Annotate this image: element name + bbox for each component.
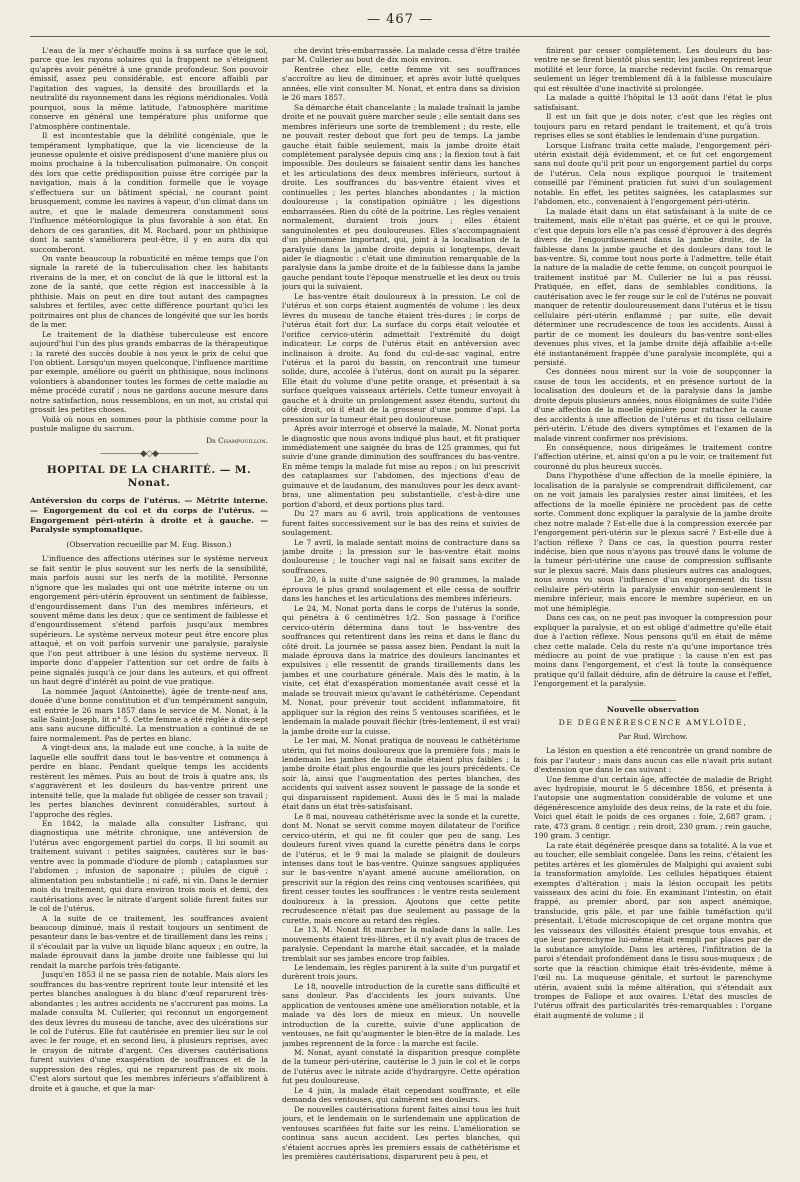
paragraph: L'eau de la mer s'échauffe moins à sa surface que le sol, parce que les rayons solaires qui la frappent ne s'éteignent qu'après avoir pénétré à une grande profondeur. Son pouvoir émissif, assez peu considérable, est encore affaibli par l'agitation des vagues, la densité des brouillards et la neutralité du rayonnement dans les régions méridionales. Voilà pourquoi, sous la même latitude, l'atmosphère maritime conserve en général une température plus uniforme que l'atmosphère continentale. [30,46,268,131]
paragraph: La nommée Jaquot (Antoinette), âgée de trente-neuf ans, douée d'une bonne constitution et d'un tempérament sanguin, est entrée le 26 mars 1857 dans le service de M. Nonat, à la salle Saint-Joseph, lit n° 5. Cette femme a été réglée à dix-sept ans sans aucune difficulté. La menstruation a continué de se faire normalement. Pas de pertes en blanc. [30,686,268,743]
paragraph: Le 24, M. Nonat porta dans le corps de l'utérus la sonde, qui pénétra à 6 centimètres 1/2. Son passage à l'orifice cervico-utérin détermina dans tout le bas-ventre des souffrances qui retentirent dans les reins et dans le flanc du côté droit. La journée se passa assez bien. Pendant la nuit la malade éprouva dans la matrice des douleurs lancinantes et expulsives ; elle ressentit de grands tiraillements dans les jambes et une courbature générale. Mais dès le matin, à la visite, cet état d'exaspération momentanée avait cessé et la malade se trouvait mieux qu'avant le cathétérisme. Cependant M. Nonat, pour prévenir tout accident inflammatoire, fit appliquer sur la région des reins 5 ventouses scarifiées, et le lendemain la malade pouvait fléchir (très-lentement, il est vrai) la jambe droite sur la cuisse. [282,603,520,736]
paragraph: finirent par cesser complètement. Les douleurs du bas-ventre ne se firent bientôt plus sentir, les jambes reprirent leur motilité et leur force, la marche redevint facile. On remarque seulement un léger tremblement dû à la faiblesse musculaire qui est résultée d'une inactivité si prolongée. [534,46,772,93]
paragraph: Sa démarche était chancelante ; la malade traînait la jambe droite et ne pouvait guère marcher seule ; elle sentait dans ses membres inférieurs une sorte de tremblement ; du reste, elle ne pouvait rester debout que fort peu de temps. La jambe gauche était faible seulement, mais la jambe droite était complètement paralysée depuis cinq ans ; la flexion tout à fait impossible. Des douleurs se faisaient sentir dans les hanches et les articulations des deux membres inférieurs, surtout à droite. Les souffrances du bas-ventre étaient vives et continuelles ; les pertes blanches abondantes ; la miction douloureuse ; la constipation opiniâtre ; les digestions embarrassées. Rien du côté de la poitrine. Les règles venaient normalement, duraient trois jours ; elles étaient sanguinolentes et peu douloureuses. Elles s'accompagnaient d'un phénomène important, qui, joint à la localisation de la paralysie dans la jambe droite depuis si longtemps, devait aider le diagnostic : c'était une diminution remarquable de la paralysie dans la jambe droite et de la faiblesse dans la jambe gauche pendant toute l'époque menstruelle et les deux ou trois jours qui la suivaient. [282,102,520,292]
paragraph: Dans ces cas, on ne peut pas invoquer la compression pour expliquer la paralysie, et on est obligé d'admettre qu'elle était due à l'action réflexe. Nous pensons qu'il en était de même chez cette malade. Cela du reste n'a qu'une importance très médiocre au point de vue pratique : la cause n'en est pas moins dans l'engorgement, et c'est là toute la conséquence pratique qu'il fallait déduire, afin de détruire la cause et l'effet, l'engorgement et la paralysie. [534,613,772,689]
paragraph: Le traitement de la diathèse tuberculeuse est encore aujourd'hui l'un des plus grands embarras de la thérapeutique : la rareté des succès double à nos yeux le prix de celui que l'on obtient. Lorsqu'un moyen quelconque, l'influence maritime par exemple, améliore ou guérit un phthisique, nous inclinons volontiers à abandonner toutes les formes de cette maladie au même procédé curatif ; nous ne gardons aucune mesure dans notre satisfaction, nous ressemblons, en un mot, au cristal qui grossit les petites choses. [30,329,268,415]
column-1 [30,46,268,1176]
paragraph: On vante beaucoup la robusticité en même temps que l'on signale la rareté de la tuberculisation chez les habitants riverains de la mer, et on conclut de là que le littoral est la zone de la santé, que cette région est inaccessible à la phthisie. Mais on peut en dire tout autant des campagnes salubres et fertiles, avec cette différence pourtant qu'ici les poitrinaires ont plus de chances de longévité que sur les bords de la mer. [30,253,268,330]
paragraph: Le 20, à la suite d'une saignée de 90 grammes, la malade éprouva le plus grand soulagement et elle cessa de souffrir dans les hanches et les articulations des membres inférieurs. [282,575,520,604]
paragraph: Le 1er mai, M. Nonat pratiqua de nouveau le cathétérisme utérin, qui fut moins douloureux que la première fois ; mais le lendemain les jambes de la malade étaient plus faibles ; la jambe droite était plus engourdie que les jours précédents. Ce soir là, ainsi que l'augmentation des pertes blanches, des accidents qui suivent assez souvent le passage de la sonde et qui disparaissent rapidement. Aussi dès le 5 mai la malade était dans un état très-satisfaisant. [282,736,520,812]
paragraph: Lorsque Lisfranc traita cette malade, l'engorgement péri-utérin existait déjà évidemment, et ce fut cet engorgement sans nul doute qu'il prit pour un engorgement partiel du corps de l'utérus. Cela nous explique pourquoi le traitement conseillé par l'éminent praticien fut suivi d'un soulagement notable. En effet, les petites saignées, les cataplasmes sur l'abdomen, etc., convenaient à l'engorgement péri-utérin. [534,140,772,207]
author-signature: Dr Champouillon. [206,435,268,445]
paragraph: Rentrée chez elle, cette femme vit ses souffrances s'accroître au lieu de diminuer, et après avoir lutté quelques années, elle vint consulter M. Nonat, et entra dans sa division le 26 mars 1857. [282,64,520,103]
paragraph: Le 8 mai, nouveau cathétérisme avec la sonde et la curette, dont M. Nonat se servit comme moyen dilatateur de l'orifice cervico-utérin, et qui ne fit couler que peu de sang. Les douleurs furent vives quand la curette pénétra dans le corps de l'utérus, et le 9 mai la malade se plaignit de douleurs intenses dans tout le bas-ventre. Quinze sangsues appliquées sur le bas-ventre n'ayant amené aucune amélioration, on prescrivit sur la région des reins cinq ventouses scarifiées, qui firent cesser toutes les souffrances : le ventre resta seulement douloureux à la pression. Ajoutons que cette petite recrudescence n'était pas due seulement au passage de la curette, mais encore au retard des règles. [282,811,520,925]
section-subtitle: DE DÉGÉNÉRESCENCE AMYLOÏDE, [558,718,748,728]
paragraph: En conséquence, nous dirigeâmes le traitement contre l'affection utérine, et, ainsi qu'on a pu le voir, ce traitement fut couronné du plus heureux succès. [534,443,772,471]
paragraph: Après avoir interrogé et observé la malade, M. Nonat porta le diagnostic que nous avons indiqué plus haut, et fit pratiquer immédiatement une saignée du bras de 125 grammes, qui fut suivie d'une grande diminution des souffrances du bas-ventre. En même temps la malade fut mise au repos ; on lui prescrivit des cataplasmes sur l'abdomen, des injections d'eau de guimauve et de laudanum, des manuluves pour les deux avant-bras, une alimentation peu substantielle, c'est-à-dire une portion d'abord, et deux portions plus tard. [282,424,520,509]
paragraph: A la suite de ce traitement, les souffrances avaient beaucoup diminué, mais il restait toujours un sentiment de pesanteur dans le bas-ventre et de tiraillement dans les reins ; il s'écoulait par la vulve un liquide blanc aqueux ; en outre, la malade éprouvait dans la jambe droite une faiblesse qui lui rendait la marche parfois très-fatigante. [30,913,268,970]
section-title: Nouvelle observation [606,704,700,714]
paragraph: Le 4 juin, la malade était cependant souffrante, et elle demanda des ventouses, qui calmèrent ses douleurs. [282,1085,520,1105]
paragraph: Dans l'hypothèse d'une affection de la moelle épinière, la localisation de la paralysie se comprendrait difficilement, car on ne voit jamais les paralysies rester ainsi limitées, et les affections de la moelle épinière ne procèdent pas de cette sorte. Comment donc expliquer la paralysie de la jambe droite chez notre malade ? Est-elle due à la compression exercée par l'engorgement péri-utérin sur le plexus sacré ? Est-elle due à l'action réflexe ? Dans ce cas, la question pourra rester indécise, bien que nous n'ayons pas trouvé dans le volume de la tumeur péri-utérine une cause de compression suffisante sur le plexus sacré. Mais dans plusieurs autres cas analogues, nous avons vu sous l'influence d'un engorgement du tissu cellulaire péri-utérin la paralysie envahir non-seulement le membre inférieur, mais encore le membre supérieur, en un mot une hémiplégie. [534,471,772,613]
case-title: Antéversion du corps de l'utérus. — Métrite interne. — Engorgement du col et du corps de l'utérus. — Engorgement péri-utérin à droite et à gauche. — Paralysie symptomatique. [30,496,268,535]
paragraph: L'influence des affections utérines sur le système nerveux se fait sentir le plus souvent sur les nerfs de la sensibilité, mais parfois aussi sur les nerfs de la motilité. Personne n'ignore que les malades qui ont une métrite interne ou un engorgement péri-utérin éprouvent un sentiment de faiblesse, d'engourdissement dans l'un des membres inférieurs, et souvent même dans les deux ; que ce sentiment de faiblesse et d'engourdissement s'étend parfois jusqu'aux membres supérieurs. Le système nerveux moteur peut être encore plus attaqué, et on voit parfois survenir une paralysie, paralysie que l'on peut attribuer à une lésion du système nerveux. Il importe donc d'appeler l'attention sur cet ordre de faits à peine signalés jusqu'à ce jour dans les auteurs, et qui offrent un haut degré d'intérêt au point de vue pratique. [30,554,268,687]
paragraph: Le bas-ventre était douloureux à la pression. Le col de l'utérus et son corps étaient augmentés de volume : les deux lèvres du museau de tanche étaient très-dures ; le corps de l'utérus était fort dur. La surface du corps était veloutée et l'orifice cervico-utérin admettait l'extrémité du doigt indicateur. Le corps de l'utérus était en antéversion avec inclinaison à droite. Au fond du cul-de-sac vaginal, entre l'utérus et la paroi du bassin, on rencontrait une tumeur solide, dure, accolée à l'utérus, dont on aurait pu la séparer. Elle était du volume d'une petite orange, et présentait à sa surface quelques vaisseaux artériels. Cette tumeur envoyait à gauche et à droite un prolongement assez étendu, surtout du côté droit, où il était de la grosseur d'une pomme d'api. La pression sur la tumeur était peu douloureuse. [282,291,520,424]
paragraph: M. Nonat, ayant constaté la disparition presque complète de la tumeur péri-utérine, cautérise le 3 juin le col et le corps de l'utérus avec le nitrate acide d'hydrargyre. Cette opération fut peu douloureuse. [282,1048,520,1086]
hospital-title: HOPITAL DE LA CHARITÉ. — M. Nonat. [46,464,252,490]
observation-credit: (Observation recueillie par M. Eug. Bisson.) [66,539,232,549]
paragraph: Le 7 avril, la malade sentait moins de contracture dans sa jambe droite ; la pression sur le bas-ventre était moins douloureuse ; le toucher vagi nal se faisait sans exciter de souffrances. [282,537,520,575]
paragraph: La malade était dans un état satisfaisant à la suite de ce traitement, mais elle n'était pas guérie, et ce qui le prouve, c'est que depuis lors elle n'a pas cessé d'éprouver à des degrés divers de l'engourdissement dans la jambe droite, de la faiblesse dans la jambe gauche et des douleurs dans tout le bas-ventre. Si, comme tout nous porte à l'admettre, telle était la nature de la maladie de cette femme, on conçoit pourquoi le traitement institué par M. Cullerier ne lui a pas réussi. Pratiquée, en effet, dans de semblables conditions, la cautérisation avec le fer rouge sur le col de l'utérus ne pouvait manquer de retentir douloureusement dans l'utérus et le tissu cellulaire péri-utérin enflammé ; par suite, elle devait déterminer une recrudescence de tous les accidents. Aussi à partir de ce moment les douleurs du bas-ventre sont-elles devenues plus vives, et la jambe droite déjà affaiblie a-t-elle été instantanément frappée d'une paralysie incomplète, qui a persisté. [534,206,772,367]
paragraph: Du 27 mars au 6 avril, trois applications de ventouses furent faites successivement sur le bas des reins et suivies de soulagement. [282,509,520,538]
paragraph: Une femme d'un certain âge, affectée de maladie de Bright avec hydropisie, mourut le 5 décembre 1856, et présenta à l'autopsie une augmentation considérable de volume et une dégénérescence amyloïde des deux reins, de la rate et du foie. Voici quel était le poids de ces organes : foie, 2,687 gram. ; rate, 473 gram. 8 centigr. ; rein droit, 230 gram. ; rein gauche, 190 gram. 3 centigr. [534,774,772,841]
paragraph: Il est incontestable que la débilité congéniale, que le tempérament lymphatique, que la vie licencieuse de la jeunesse opulente et oisive prédisposent d'une manière plus ou moins prochaine à la tuberculisation pulmonaire. On conçoit dès lors que cette prédisposition puisse être corrigée par la navigation, mais à la condition formelle que le voyage s'effectuera sur un bâtiment spécial, ne courant point brusquement, comme les navires à vapeur, d'un climat dans un autre, et que le malade demeurera constamment sous l'influence météorologique la plus favorable à son état. En dehors de ces garanties, dit M. Rochard, pour un phthisique dont la santé s'améliorera peut-être, il y en aura dix qui succomberont. [30,131,268,254]
column-3 [534,46,772,1176]
paragraph: La lésion en question a été rencontrée un grand nombre de fois par l'auteur ; mais dans aucun cas elle n'avait pris autant d'extension que dans le cas suivant : [534,746,772,775]
paragraph: che devint très-embarrassée. La malade cessa d'être traitée par M. Cullerier au bout de dix mois environ. [282,46,520,65]
paragraph: A vingt-deux ans, la malade eut une couche, à la suite de laquelle elle souffrit dans tout le bas-ventre et commença à perdre en blanc. Pendant quelque temps les accidents restèrent les mêmes. Puis au bout de trois à quatre ans, ils s'aggravèrent et les douleurs du bas-ventre prirent une intensité telle, que la malade fut obligée de cesser son travail ; les pertes blanches devinrent considérables, surtout à l'approche des règles. [30,743,268,819]
paragraph: Le 18, nouvelle introduction de la curette sans difficulté et sans douleur. Pas d'accidents les jours suivants. Une application de ventouses amène une amélioration notable, et la malade va dès lors de mieux en mieux. Un nouvelle introduction de la curette, suivie d'une application de ventouses, ne fait qu'augmenter le bien-être de la malade. Les jambes reprennent de la force : la marche est facile. [282,981,520,1048]
page-number: — 467 — [366,12,434,27]
paragraph: Voilà où nous en sommes pour la phthisie comme pour la pustule maligne du sacrum. [30,414,268,434]
paragraph: Le lendemain, les règles parurent à la suite d'un purgatif et durèrent trois jours. [282,962,520,982]
section-rule [630,700,676,701]
paragraph: La rate était dégénérée presque dans sa totalité. A la vue et au toucher, elle semblait congelée. Dans les reins, c'étaient les petites artères et les glomérules de Malpighi qui avaient subi la transformation amyloïde. Les cellules hépatiques étaient exemptes d'altération ; mais la lésion occupait les petits vaisseaux des acini du foie. En examinant l'intestin, on était frappé, au premier abord, par son aspect anémique, translucide, gris pâle, et par une faible tuméfaction qu'il présentait. L'étude microscopique de cet organe montra que les vaisseaux des villosités étaient presque tous envahis, et que leur parenchyme lui-même était rempli par places par de la substance amyloïde. Dans les artères, l'infiltration de la paroi s'étendait profondément dans le tissu sous-muqueux ; de sorte que la réaction chimique était très-évidente, même à l'œil nu. La muqueuse génitale, et surtout le parenchyme utérin, avaient subi la même altération, qui s'étendait aux trompes de Fallope et aux ovaires. L'état des muscles de l'utérus offrait des particularités très-remarquables : l'organe était augmenté de volume ; il [534,840,772,1020]
ornament-separator: —————◆◇◆————— [100,449,198,460]
paragraph: En 1842, la malade alla consulter Lisfranc, qui diagnostiqua une métrite chronique, une antéversion de l'utérus avec engorgement partiel du corps. Il lui soumit au traitement suivant : petites saignées, cautères sur le bas-ventre avec la pommade d'iodure de plomb ; cataplasmes sur l'abdomen ; infusion de saponaire ; pilules de ciguë ; alimentation peu substantielle ; ni café, ni vin. Dans le dernier mois du traitement, qui dura environ trois mois et demi, des cautérisations avec le nitrate d'argent solide furent faites sur le col de l'utérus. [30,819,268,914]
header-rule [30,36,770,37]
paragraph: De nouvelles cautérisations furent faites ainsi tous les huit jours, et le lendemain on le surlendemain une application de ventouses scarifiées fut faite sur les reins. L'amélioration se continua sans aucun accident. Les pertes blanches, qui s'étaient accrues après les premiers essais de cathétérisme et les premières cautérisations, disparurent peu à peu, et [282,1104,520,1162]
section-author: Par Rud. Wirchow. [618,731,688,741]
paragraph: Il est un fait que je dois noter, c'est que les règles ont toujours paru en retard pendant le traitement, et qu'à trois reprises elles se sont établies le lendemain d'une purgation. [534,112,772,141]
paragraph: Jusqu'en 1853 il ne se passa rien de notable. Mais alors les souffrances du bas-ventre reprirent toute leur intensité et les pertes blanches analogues à du blanc d'œuf reparurent très-abondantes ; les autres accidents ne s'accrurent pas moins. La malade consulta M. Cullerier, qui reconnut un engorgement des deux lèvres du museau de tanche, avec des ulcérations sur le col de l'utérus. Elle fut cautérisée en premier lieu sur le col avec le fer rouge, et en second lieu, à plusieurs reprises, avec le crayon de nitrate d'argent. Ces diverses cautérisations furent suivies d'une exaspération de souffrances et de la suppression des règles, qui ne reparurent pas de six mois. C'est alors surtout que les membres inférieurs s'affaiblirent à droite et à gauche, et que la mar- [30,970,268,1093]
paragraph: Ces données nous mirent sur la voie de soupçonner la cause de tous les accidents, et en présence surtout de la localisation des douleurs et de la paralysie dans la jambe droite depuis plusieurs années, nous éloignâmes de suite l'idée d'une affection de la moelle épinière pour rattacher la cause des accidents à une affection de l'utérus et du tissu cellulaire péri-utérin. L'étude des divers symptômes et l'examen de la malade vinrent confirmer nos prévisions. [534,367,772,443]
column-2 [282,46,520,1176]
paragraph: Le 13, M. Nonat fit marcher la malade dans la salle. Les mouvements étaient très-libres, et il n'y avait plus de traces de paralysie. Cependant la marche était saccadée, et la malade tremblait sur ses jambes encore trop faibles. [282,925,520,963]
paragraph: La malade a quitté l'hôpital le 13 août dans l'état le plus satisfaisant. [534,93,772,112]
